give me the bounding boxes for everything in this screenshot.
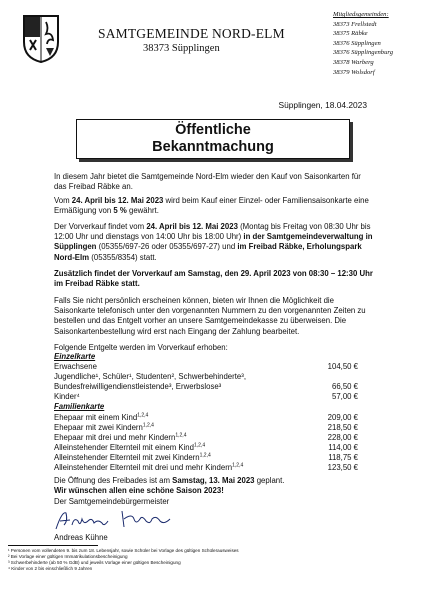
fee-label (54, 413, 148, 423)
text: geplant. (254, 476, 285, 485)
footnote: ³ Schwerbehinderte (ab 50 % GdB) und jeweils Vorlage einer gültigen Bescheinigung (8, 560, 181, 565)
fee-amount: 218,50 € (327, 423, 358, 432)
member-item: 38378 Warberg (333, 58, 374, 66)
footnote-divider (8, 545, 98, 546)
fee-label (54, 443, 205, 453)
signer-name: Andreas Kühne (54, 533, 108, 542)
opening-paragraph (54, 476, 374, 496)
single-ticket-heading: Einzelkarte (54, 352, 96, 361)
fees-intro: Folgende Entgelte werden im Vorverkauf erhoben: (54, 343, 228, 352)
organization-address: 38373 Süpplingen (143, 43, 220, 54)
footnote-ref: 1,2,4 (137, 412, 149, 419)
fee-label (54, 433, 186, 443)
fee-label: Jugendliche¹, Schüler¹, Studenten², Schwerbehinderte³, (54, 372, 246, 381)
fee-amount: 209,00 € (327, 413, 358, 422)
closing-title: Der Samtgemeindebürgermeister (54, 497, 170, 506)
fee-amount: 57,00 € (331, 392, 358, 401)
text: Die Öffnung des Freibades ist am (54, 476, 173, 485)
fee-label-text: Ehepaar mit einem Kind (54, 413, 138, 422)
presale-period: 24. April bis 12. Mai 2023 (146, 222, 238, 231)
presale-location-1: in der Samtgemeindeverwaltung in Süpplingen (54, 232, 373, 252)
footnote-ref: 1,2,4 (232, 462, 244, 469)
fee-label-text: Ehepaar mit zwei Kindern (54, 423, 143, 432)
text: Vom (54, 196, 72, 205)
discount-rate: 5 % (113, 206, 127, 216)
footnote: ¹ Personen vom vollendeten 9. bis zum 18. Lebensjahr, sowie Schüler bei Vorlage des gültigen Schülerausweises (8, 548, 239, 553)
footnote-ref: 1,2,4 (175, 432, 187, 439)
fee-row (54, 392, 358, 402)
footnote: ² Bei Vorlage einer gültigen Immatrikulationsbescheinigung (8, 554, 128, 559)
footnote-ref: 1,2,4 (199, 452, 211, 459)
place-and-date: Süpplingen, 18.04.2023 (278, 100, 367, 110)
fee-label: Bundesfreiwilligendienstleistende³, Erwerbslose³ (54, 382, 222, 391)
member-item: 38376 Süpplingenburg (333, 49, 394, 57)
member-municipalities (333, 10, 393, 77)
fee-row (54, 413, 358, 423)
fee-row (54, 463, 358, 473)
fee-amount: 118,75 € (328, 453, 358, 462)
text: gewährt. (126, 206, 159, 216)
member-item: 38373 Frellstedt (333, 20, 377, 28)
fee-label-text: Alleinstehender Elternteil mit einem Kind (54, 443, 194, 452)
fee-label: Kinder⁴ (54, 392, 80, 401)
coat-of-arms-logo (22, 14, 60, 64)
member-item: 38379 Wolsdorf (333, 68, 375, 76)
presale-paragraph (54, 222, 374, 263)
discount-paragraph (54, 196, 374, 216)
fee-label (54, 463, 243, 473)
text: Der Vorverkauf findet vom (54, 222, 147, 231)
title-line-2: Bekanntmachung (152, 139, 274, 155)
title-box (76, 119, 350, 159)
members-heading: Mitgliedsgemeinden: (333, 11, 389, 18)
text: (05355/8354) statt. (89, 252, 157, 262)
fee-row (54, 362, 358, 372)
title-line-1: Öffentliche (175, 122, 251, 138)
fee-row (54, 382, 358, 392)
footnote-ref: 1,2,4 (193, 442, 206, 449)
fee-label-text: Alleinstehender Elternteil mit drei und mehr Kindern (54, 463, 233, 472)
organization-name: SAMTGEMEINDE NORD-ELM (98, 26, 285, 41)
footnote: ⁴ Kinder von 2 bis einschließlich 9 Jahren (8, 566, 93, 571)
presale-location-2: im Freibad Räbke, Erholungspark Nord-Elm (54, 242, 362, 262)
fee-amount: 123,50 € (327, 463, 358, 472)
opening-date: Samstag, 13. Mai 2023 (172, 476, 255, 485)
fee-amount: 66,50 € (331, 382, 358, 391)
member-item: 38376 Süpplingen (333, 39, 381, 47)
text: wird beim Kauf einer Einzel- oder Familiensaisonkarte eine Ermäßigung von (54, 196, 369, 216)
fee-row (54, 433, 358, 443)
intro-paragraph: In diesem Jahr bietet die Samtgemeinde Nord-Elm wieder den Kauf von Saisonkarten für das Freibad Räbke an. (54, 172, 361, 192)
fee-amount: 114,00 € (328, 443, 358, 452)
fee-amount: 104,50 € (327, 362, 358, 371)
discount-period: 24. April bis 12. Mai 2023 (71, 196, 164, 205)
fee-row (54, 453, 358, 463)
footnote-ref: 1,2,4 (142, 422, 154, 429)
fee-label: Erwachsene (54, 362, 97, 371)
handwritten-signature (52, 507, 182, 533)
text: (Montag bis Freitag von 08:30 Uhr bis 12:00 Uhr und dienstags von 14:00 Uhr bis 18:00 Uhr) (54, 222, 371, 242)
phone-order-paragraph: Falls Sie nicht persönlich erscheinen können, bieten wir Ihnen die Möglichkeit die Saisonkarte telefonisch unter den vorgenannten Nummern zu den vorgenannten Zeiten zu bestellen und das Entgelt vorher an unsere Samtgemeindekasse zu überweisen. Die Saisonkartenbestellung wird erst nach Eingang der Zahlung bearbeitet. (54, 296, 366, 336)
fee-row (54, 423, 358, 433)
family-ticket-heading: Familienkarte (54, 402, 105, 411)
fee-label (54, 453, 211, 463)
fee-label (54, 423, 154, 433)
fee-label-text: Alleinstehender Elternteil mit zwei Kindern (54, 453, 200, 462)
saturday-presale-paragraph: Zusätzlich findet der Vorverkauf am Samstag, den 29. April 2023 von 08:30 – 12:30 Uhr im Freibad Räbke statt. (54, 269, 373, 289)
fee-row (54, 372, 358, 382)
member-item: 38375 Räbke (333, 30, 368, 38)
season-wish: Wir wünschen allen eine schöne Saison 2023! (54, 486, 224, 496)
text: (05355/697-26 oder 05355/697-27) und (96, 242, 238, 252)
fee-amount: 228,00 € (327, 433, 358, 442)
fee-label-text: Ehepaar mit drei und mehr Kindern (54, 433, 176, 442)
